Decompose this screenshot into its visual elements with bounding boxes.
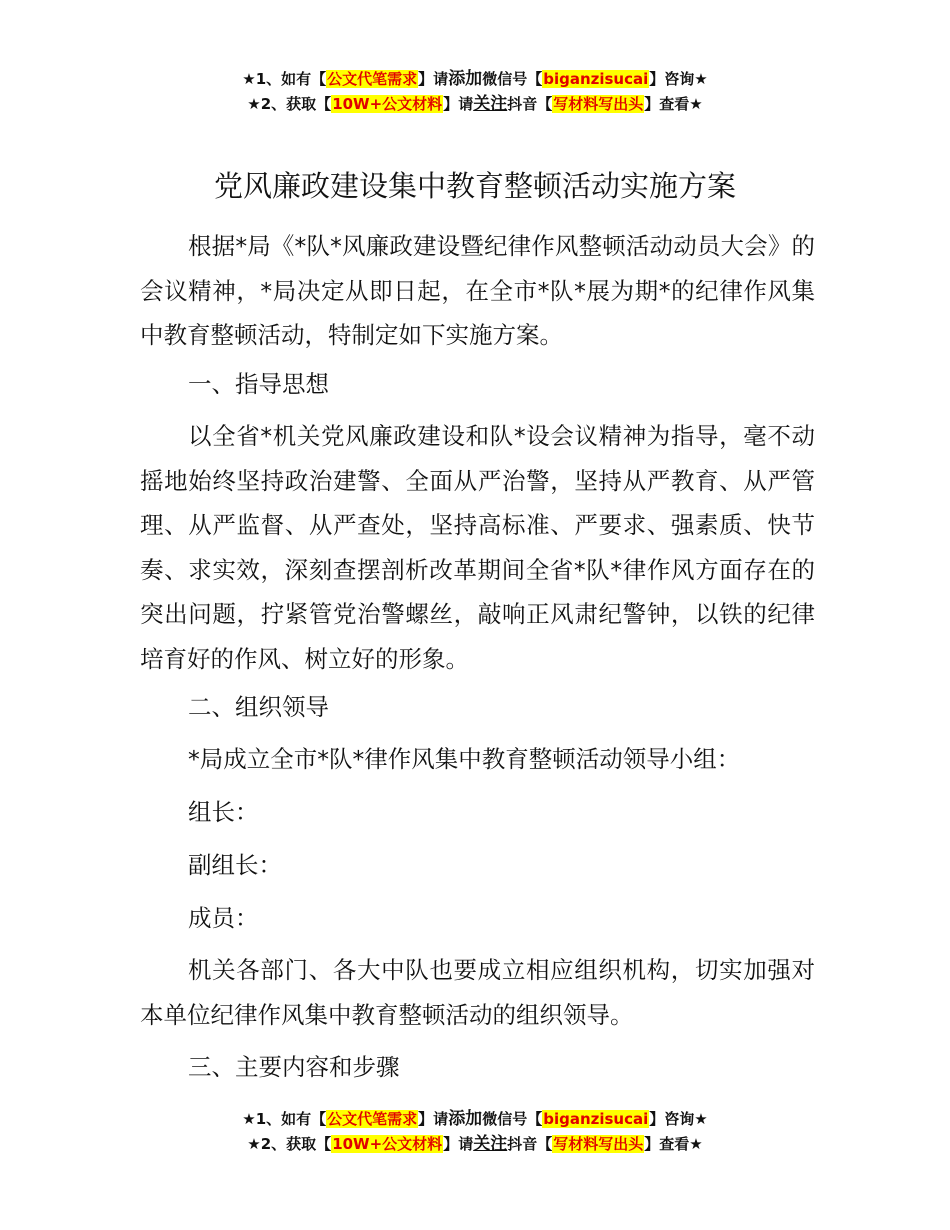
banner-highlight: 公文代笔需求 bbox=[327, 1110, 418, 1128]
banner-text: 】咨询★ bbox=[649, 70, 708, 88]
header-banner bbox=[0, 67, 950, 117]
section-heading-1: 一、指导思想 bbox=[188, 370, 329, 398]
banner-line-1 bbox=[0, 1107, 950, 1132]
field-leader: 组长： bbox=[188, 798, 259, 826]
field-members: 成员： bbox=[188, 904, 259, 932]
banner-emphasis: 关注 bbox=[473, 94, 508, 114]
banner-text: 】请 bbox=[443, 1135, 474, 1153]
banner-text: ★2、获取【 bbox=[247, 1135, 332, 1153]
paragraph-leadership-group: *局成立全市*队*律作风集中教育整顿活动领导小组： bbox=[188, 745, 741, 773]
banner-highlight: 写材料写出头 bbox=[553, 1135, 644, 1153]
banner-highlight: 10W+公文材料 bbox=[332, 95, 443, 113]
banner-text: ★1、如有【 bbox=[242, 70, 327, 88]
banner-text: 】请 bbox=[418, 70, 449, 88]
banner-highlight: biganzisucai bbox=[543, 70, 649, 88]
section-heading-2: 二、组织领导 bbox=[188, 693, 329, 721]
banner-text: 】咨询★ bbox=[649, 1110, 708, 1128]
banner-line-2 bbox=[0, 92, 950, 117]
banner-text: 】请 bbox=[418, 1110, 449, 1128]
paragraph-intro: 根据*局《*队*风廉政建设暨纪律作风整顿活动动员大会》的会议精神，*局决定从即日起，在全市*队*展为期*的纪律作风集中教育整顿活动，特制定如下实施方案。 bbox=[140, 232, 815, 349]
banner-highlight: 10W+公文材料 bbox=[332, 1135, 443, 1153]
footer-banner bbox=[0, 1107, 950, 1157]
banner-emphasis: 添加 bbox=[448, 1109, 483, 1129]
banner-highlight: biganzisucai bbox=[543, 1110, 649, 1128]
section-heading-3: 三、主要内容和步骤 bbox=[188, 1053, 400, 1081]
banner-text: 抖音【 bbox=[507, 95, 553, 113]
banner-text: 微信号【 bbox=[482, 70, 543, 88]
banner-text: 微信号【 bbox=[482, 1110, 543, 1128]
banner-text: 抖音【 bbox=[507, 1135, 553, 1153]
banner-emphasis: 关注 bbox=[473, 1134, 508, 1154]
banner-text: ★1、如有【 bbox=[242, 1110, 327, 1128]
paragraph-guiding-ideology: 以全省*机关党风廉政建设和队*设会议精神为指导，毫不动摇地始终坚持政治建警、全面从严治警，坚持从严教育、从严管理、从严监督、从严查处，坚持高标准、严要求、强素质、快节奏、求实效，深刻查摆剖析改革期间全省*队*律作风方面存在的突出问题，拧紧管党治警螺丝，敲响正风肃纪警钟，以铁的纪律培育好的作风、树立好的形象。 bbox=[140, 422, 815, 673]
banner-text: ★2、获取【 bbox=[247, 95, 332, 113]
banner-highlight: 公文代笔需求 bbox=[327, 70, 418, 88]
banner-text: 】查看★ bbox=[644, 1135, 703, 1153]
banner-text: 】请 bbox=[443, 95, 474, 113]
paragraph-departments: 机关各部门、各大中队也要成立相应组织机构，切实加强对本单位纪律作风集中教育整顿活动的组织领导。 bbox=[140, 956, 815, 1029]
banner-line-1 bbox=[0, 67, 950, 92]
banner-emphasis: 添加 bbox=[448, 69, 483, 89]
banner-line-2 bbox=[0, 1132, 950, 1157]
banner-highlight: 写材料写出头 bbox=[553, 95, 644, 113]
document-title: 党风廉政建设集中教育整顿活动实施方案 bbox=[213, 169, 736, 203]
field-deputy-leader: 副组长： bbox=[188, 851, 282, 879]
banner-text: 】查看★ bbox=[644, 95, 703, 113]
